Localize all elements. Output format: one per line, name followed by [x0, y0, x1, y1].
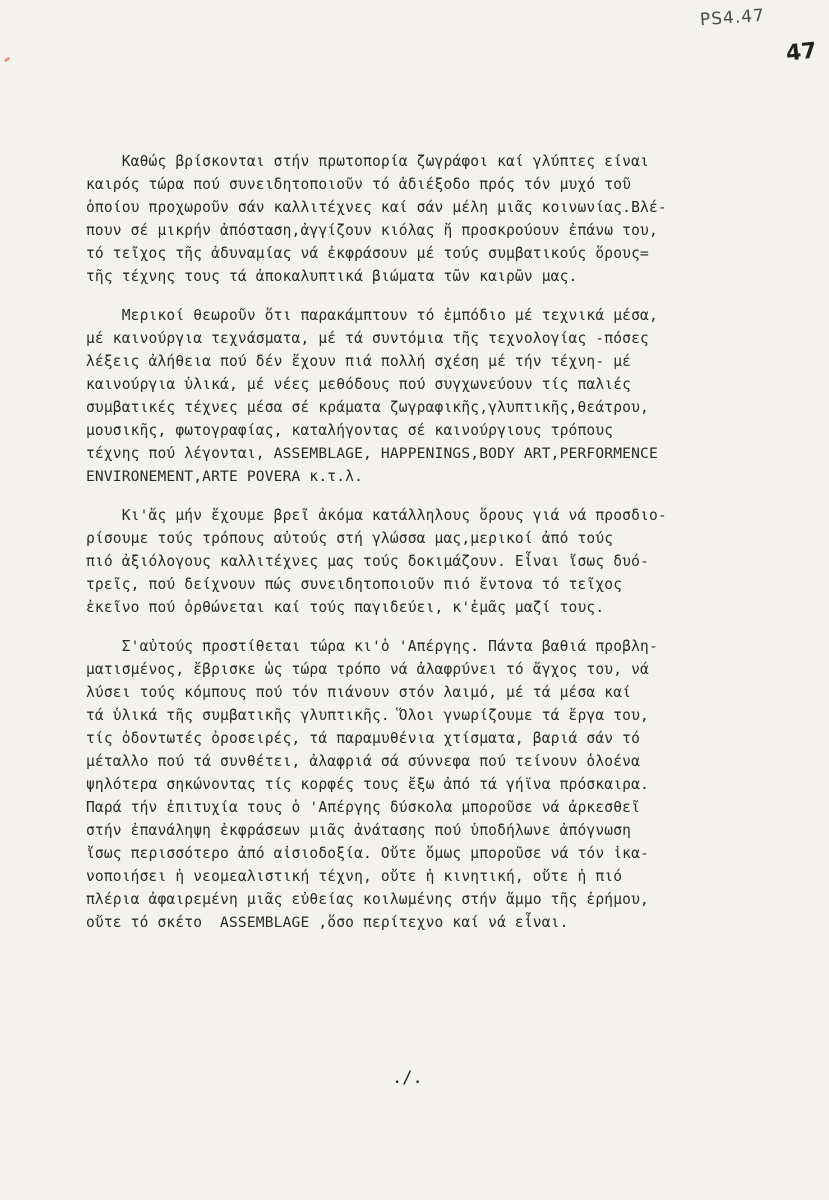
text-line: Καθώς βρίσκονται στήν πρωτοπορία ζωγράφοι καί γλύπτες είναι — [86, 153, 649, 170]
margin-ink-mark — [4, 57, 11, 63]
text-line: Σ'αὐτούς προστίθεται τώρα κι'ὁ 'Απέργης. Πάντα βαθιά προβλη- — [86, 638, 658, 655]
paragraph — [86, 504, 786, 619]
text-line: στήν ἐπανάληψη ἐκφράσεων μιᾶς ἀνάτασης πού ὑποδήλωνε ἀπόγνωση — [86, 822, 632, 839]
text-line: ENVIRONEMENT,ARTE POVERA κ.τ.λ. — [86, 468, 364, 485]
text-line: ἐκεῖνο πού ὀρθώνεται καί τούς παγιδεύει, κ'ἐμᾶς μαζί τους. — [86, 599, 605, 616]
page-number: 47 — [784, 38, 818, 67]
text-line: μουσικῆς, φωτογραφίας, καταλήγοντας σέ καινούργιους τρόπους — [86, 422, 614, 439]
text-line: μέ καινούργια τεχνάσματα, μέ τά συντόμια τῆς τεχνολογίας -πόσες — [86, 330, 649, 347]
text-line: Κι'ἄς μήν ἔχουμε βρεῖ ἀκόμα κατάλληλους ὅρους γιά νά προσδιο- — [86, 507, 667, 524]
text-line: πιό ἀξιόλογους καλλιτέχνες μας τούς δοκιμάζουν. Εἶναι ἴσως δυό- — [86, 553, 649, 570]
text-line: ματισμένος, ἔβρισκε ὡς τώρα τρόπο νά ἀλαφρύνει τό ἄγχος του, νά — [86, 661, 649, 678]
text-line: λύσει τούς κόμπους πού τόν πιάνουν στόν λαιμό, μέ τά μέσα καί — [86, 684, 632, 701]
text-line: συμβατικές τέχνες μέσα σέ κράματα ζωγραφικῆς,γλυπτικῆς,θεάτρου, — [86, 399, 649, 416]
text-line: πλέρια ἀφαιρεμένη μιᾶς εὐθείας κοιλωμένης στήν ἄμμο τῆς ἐρήμου, — [86, 891, 649, 908]
text-line: Παρά τήν ἐπιτυχία τους ὁ 'Απέργης δύσκολα μποροῦσε νά ἀρκεσθεῖ — [86, 799, 641, 816]
text-line: Μερικοί θεωροῦν ὅτι παρακάμπτουν τό ἐμπόδιο μέ τεχνικά μέσα, — [86, 307, 658, 324]
text-line: τίς ὀδοντωτές ὀροσειρές, τά παραμυθένια χτίσματα, βαριά σάν τό — [86, 730, 641, 747]
text-line: καινούργια ὑλικά, μέ νέες μεθόδους πού συγχωνεύουν τίς παλιές — [86, 376, 632, 393]
text-line: μέταλλο πού τά συνθέτει, ἀλαφριά σά σύννεφα πού τείνουν ὁλοένα — [86, 753, 641, 770]
text-line: ὁποίου προχωροῦν σάν καλλιτέχνες καί σάν μέλη μιᾶς κοινωνίας.Βλέ- — [86, 199, 667, 216]
text-line: τό τεῖχος τῆς ἀδυναμίας νά ἐκφράσουν μέ τούς συμβατικούς ὅρους= — [86, 245, 649, 262]
paragraph — [86, 635, 786, 934]
body-text — [86, 150, 786, 950]
text-line: ψηλότερα σηκώνοντας τίς κορφές τους ἔξω ἀπό τά γήϊνα πρόσκαιρα. — [86, 776, 649, 793]
text-line: ρίσουμε τούς τρόπους αὐτούς στή γλώσσα μας,μερικοί ἀπό τούς — [86, 530, 614, 547]
text-line: ἴσως περισσότερο ἀπό αἰσιοδοξία. Οὔτε ὅμως μποροῦσε νά τόν ἱκα- — [86, 845, 649, 862]
text-line: νοποιήσει ἡ νεομεαλιστική τέχνη, οὔτε ἡ κινητική, οὔτε ἡ πιό — [86, 868, 623, 885]
paragraph — [86, 150, 786, 288]
text-line: τά ὑλικά τῆς συμβατικῆς γλυπτικῆς. Ὅλοι γνωρίζουμε τά ἔργα του, — [86, 707, 649, 724]
paragraph — [86, 304, 786, 488]
text-line: τρεῖς, πού δείχνουν πώς συνειδητοποιοῦν πιό ἔντονα τό τεῖχος — [86, 576, 623, 593]
continuation-mark: ./. — [392, 1068, 423, 1088]
text-line: πουν σέ μικρήν ἀπόσταση,ἀγγίζουν κιόλας ἤ προσκρούουν ἐπάνω του, — [86, 222, 658, 239]
text-line: τέχνης πού λέγονται, ASSEMBLAGE, HAPPENINGS,BODY ART,PERFORMENCE — [86, 445, 658, 462]
archive-code: PS4.47 — [699, 5, 766, 31]
text-line: λέξεις ἀλήθεια πού δέν ἔχουν πιά πολλή σχέση μέ τήν τέχνη- μέ — [86, 353, 632, 370]
text-line: τῆς τέχνης τους τά ἀποκαλυπτικά βιώματα τῶν καιρῶν μας. — [86, 268, 578, 285]
text-line: οὔτε τό σκέτο ASSEMBLAGE ,ὅσο περίτεχνο καί νά εἶναι. — [86, 914, 569, 931]
text-line: καιρός τώρα πού συνειδητοποιοῦν τό ἀδιέξοδο πρός τόν μυχό τοῦ — [86, 176, 632, 193]
